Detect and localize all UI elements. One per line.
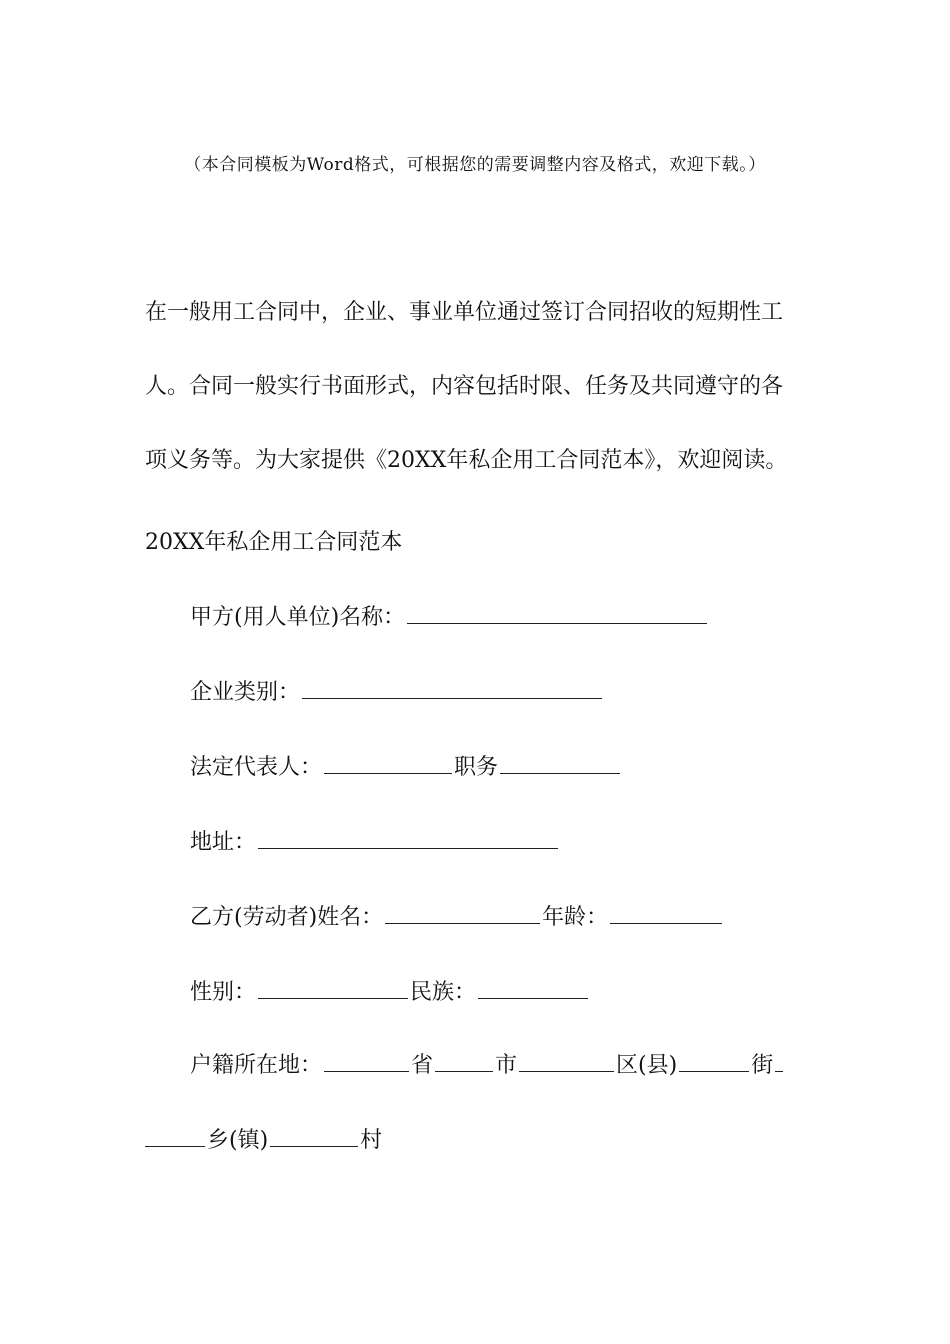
position-label: 职务	[454, 755, 499, 780]
legal-rep-blank[interactable]	[324, 755, 452, 774]
province-label: 省	[411, 1053, 434, 1078]
template-note: （本合同模板为Word格式，可根据您的需要调整内容及格式，欢迎下载。）	[184, 155, 766, 175]
province-blank[interactable]	[324, 1053, 409, 1072]
legal-rep-label: 法定代表人：	[190, 755, 323, 780]
village-blank[interactable]	[270, 1128, 358, 1147]
ethnicity-label: 民族：	[410, 980, 477, 1005]
legal-rep-row	[190, 750, 622, 781]
township-label: 乡(镇)	[207, 1128, 269, 1153]
position-blank[interactable]	[500, 755, 620, 774]
party-a-row	[190, 600, 709, 631]
household-row	[190, 1048, 785, 1079]
party-b-name-blank[interactable]	[385, 905, 540, 924]
enterprise-type-row	[190, 675, 604, 706]
district-label: 区(县)	[616, 1053, 678, 1078]
age-label: 年龄：	[542, 905, 609, 930]
enterprise-type-blank[interactable]	[302, 680, 602, 699]
city-blank[interactable]	[435, 1053, 493, 1072]
city-label: 市	[495, 1053, 518, 1078]
intro-line-2: 人。合同一般实行书面形式，内容包括时限、任务及共同遵守的各	[145, 374, 784, 399]
township-blank[interactable]	[145, 1128, 205, 1147]
gender-label: 性别：	[190, 980, 257, 1005]
intro-line-3: 项义务等。为大家提供《20XX年私企用工合同范本》，欢迎阅读。	[145, 448, 788, 473]
district-blank[interactable]	[519, 1053, 614, 1072]
intro-paragraph	[145, 276, 805, 498]
household-label: 户籍所在地：	[190, 1053, 323, 1078]
intro-line-1: 在一般用工合同中，企业、事业单位通过签订合同招收的短期性工	[145, 300, 784, 325]
street-tail-blank	[775, 1053, 783, 1072]
address-label: 地址：	[190, 830, 257, 855]
party-a-name-blank[interactable]	[407, 605, 707, 624]
party-a-label: 甲方(用人单位)名称：	[190, 605, 406, 630]
age-blank[interactable]	[610, 905, 722, 924]
address-blank[interactable]	[258, 830, 558, 849]
street-blank[interactable]	[679, 1053, 749, 1072]
township-row	[145, 1123, 382, 1154]
address-row	[190, 825, 560, 856]
gender-blank[interactable]	[258, 980, 408, 999]
gender-row	[190, 975, 590, 1006]
street-label: 街	[751, 1053, 774, 1078]
village-label: 村	[360, 1128, 383, 1153]
party-b-label: 乙方(劳动者)姓名：	[190, 905, 384, 930]
enterprise-type-label: 企业类别：	[190, 680, 301, 705]
document-title: 20XX年私企用工合同范本	[145, 530, 403, 555]
ethnicity-blank[interactable]	[478, 980, 588, 999]
party-b-row	[190, 900, 724, 931]
